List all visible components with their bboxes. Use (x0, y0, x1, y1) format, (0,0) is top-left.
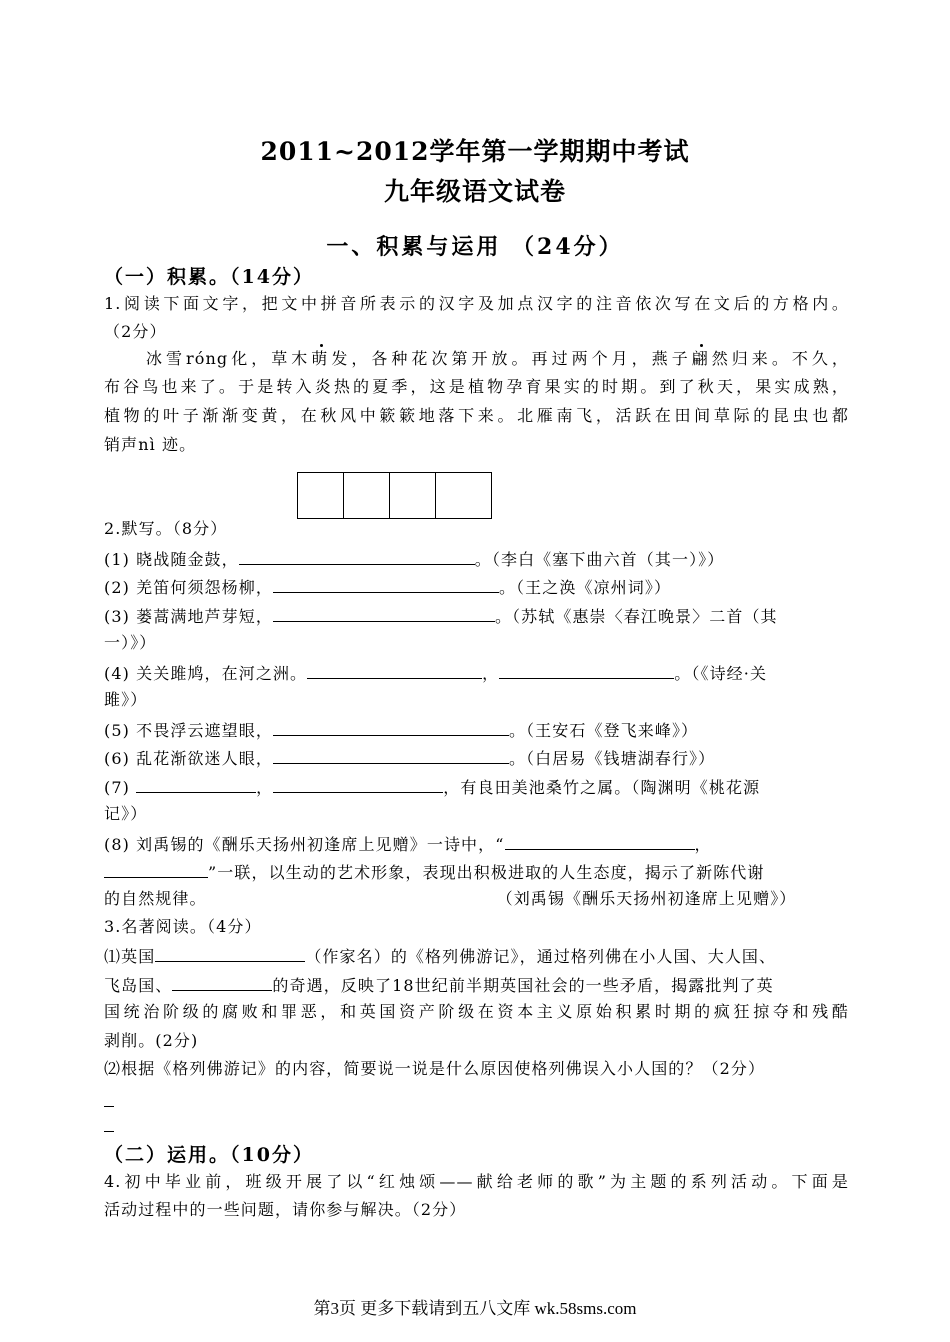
part2-heading: （二）运用。（10分） (104, 1144, 314, 1166)
q1-passage-line: 布谷鸟也来了。于是转入炎热的夏季，这是植物孕育果实的时期。到了秋天，果实成熟， (104, 377, 849, 396)
answer-line[interactable] (104, 1106, 114, 1107)
dictation-item: (8) 刘禹锡的《酬乐天扬州初逢席上见赠》一诗中，“ ， (104, 835, 712, 854)
dictation-item: ”一联，以生动的艺术形象，表现出积极进取的人生态度，揭示了新陈代谢 (104, 861, 849, 883)
answer-blank[interactable] (172, 974, 272, 991)
q2-prompt: 2.默写。（8分） (104, 519, 228, 538)
answer-boxes (298, 472, 492, 517)
dictation-item: 的自然规律。 （刘禹锡《酬乐天扬州初逢席上见赠》） (104, 889, 797, 908)
dictation-item: (5) 不畏浮云遮望眼， 。（王安石《登飞来峰》） (104, 721, 699, 740)
q1-passage-line: 冰雪róng化，草木萌发，各种花次第开放。再过两个月，燕子翩然归来。不久， (146, 349, 849, 368)
exam-title: 2011~2012学年第一学期期中考试 (260, 137, 690, 166)
section-heading: 一、积累与运用 （24分） (326, 234, 624, 260)
dotted-char: 翩 (691, 349, 712, 368)
answer-blank[interactable] (273, 576, 499, 593)
answer-blank[interactable] (307, 662, 482, 679)
q1-passage-line: 植物的叶子渐渐变黄，在秋风中簌簌地落下来。北雁南飞，活跃在田间草际的昆虫也都 (104, 406, 849, 425)
q3-line: ⑵根据《格列佛游记》的内容，简要说一说是什么原因使格列佛误入小人国的？（2分） (104, 1059, 766, 1078)
dotted-char: 萌 (311, 349, 332, 368)
answer-box[interactable] (343, 472, 390, 519)
answer-blank[interactable] (104, 861, 208, 878)
answer-box[interactable] (435, 472, 492, 519)
exam-subtitle: 九年级语文试卷 (383, 177, 566, 206)
part1-heading: （一）积累。（14分） (104, 266, 314, 288)
page-footer: 第3页 更多下载请到五八文库 wk.58sms.com (313, 1299, 637, 1318)
q1-passage-line: 销声nì 迹。 (104, 435, 197, 454)
dictation-item: (7) ， ，有良田美池桑竹之属。（陶渊明《桃花源 (104, 778, 761, 797)
q3-line: 飞岛国、 的奇遇，反映了18世纪前半期英国社会的一些矛盾，揭露批判了英 (104, 976, 774, 995)
q1-points: （2分） (104, 322, 167, 341)
answer-blank[interactable] (273, 605, 495, 622)
answer-blank[interactable] (499, 662, 674, 679)
answer-blank[interactable] (273, 747, 509, 764)
answer-blank[interactable] (239, 548, 475, 565)
q3-line: ⑴英国 （作家名）的《格列佛游记》，通过格列佛在小人国、大人国、 (104, 947, 777, 966)
q4-prompt: 活动过程中的一些问题，请你参与解决。（2分） (104, 1200, 467, 1219)
dictation-item: (4) 关关雎鸠，在河之洲。 ， 。（《诗经·关 (104, 664, 768, 683)
q1-prompt: 1.阅读下面文字，把文中拼音所表示的汉字及加点汉字的注音依次写在文后的方格内。 (104, 294, 849, 313)
answer-blank[interactable] (136, 776, 256, 793)
answer-box[interactable] (297, 472, 344, 519)
dictation-item-cont: 一）》） (104, 633, 157, 652)
answer-blank[interactable] (505, 833, 695, 850)
dictation-item-cont: 记》） (104, 804, 148, 823)
answer-box[interactable] (389, 472, 436, 519)
dictation-item: (3) 蒌蒿满地芦芽短， 。（苏轼《惠崇〈春江晚景〉二首（其 (104, 607, 778, 626)
dictation-item: (2) 羌笛何须怨杨柳， 。（王之涣《凉州词》） (104, 578, 672, 597)
answer-blank[interactable] (273, 776, 443, 793)
answer-blank[interactable] (273, 719, 509, 736)
answer-line[interactable] (104, 1131, 114, 1132)
dictation-item: (1) 晓战随金鼓， 。（李白《塞下曲六首（其一）》） (104, 550, 725, 569)
q3-prompt: 3.名著阅读。（4分） (104, 917, 262, 936)
dictation-item: (6) 乱花渐欲迷人眼， 。（白居易《钱塘湖春行》） (104, 749, 716, 768)
q4-prompt: 4.初中毕业前，班级开展了以“红烛颂——献给老师的歌”为主题的系列活动。下面是 (104, 1172, 849, 1191)
q3-line: 国统治阶级的腐败和罪恶，和英国资产阶级在资本主义原始积累时期的疯狂掠夺和残酷 (104, 1002, 849, 1021)
dictation-item-cont: 雎》） (104, 690, 148, 709)
q3-line: 剥削。(2分) (104, 1031, 199, 1050)
answer-blank[interactable] (155, 945, 305, 962)
